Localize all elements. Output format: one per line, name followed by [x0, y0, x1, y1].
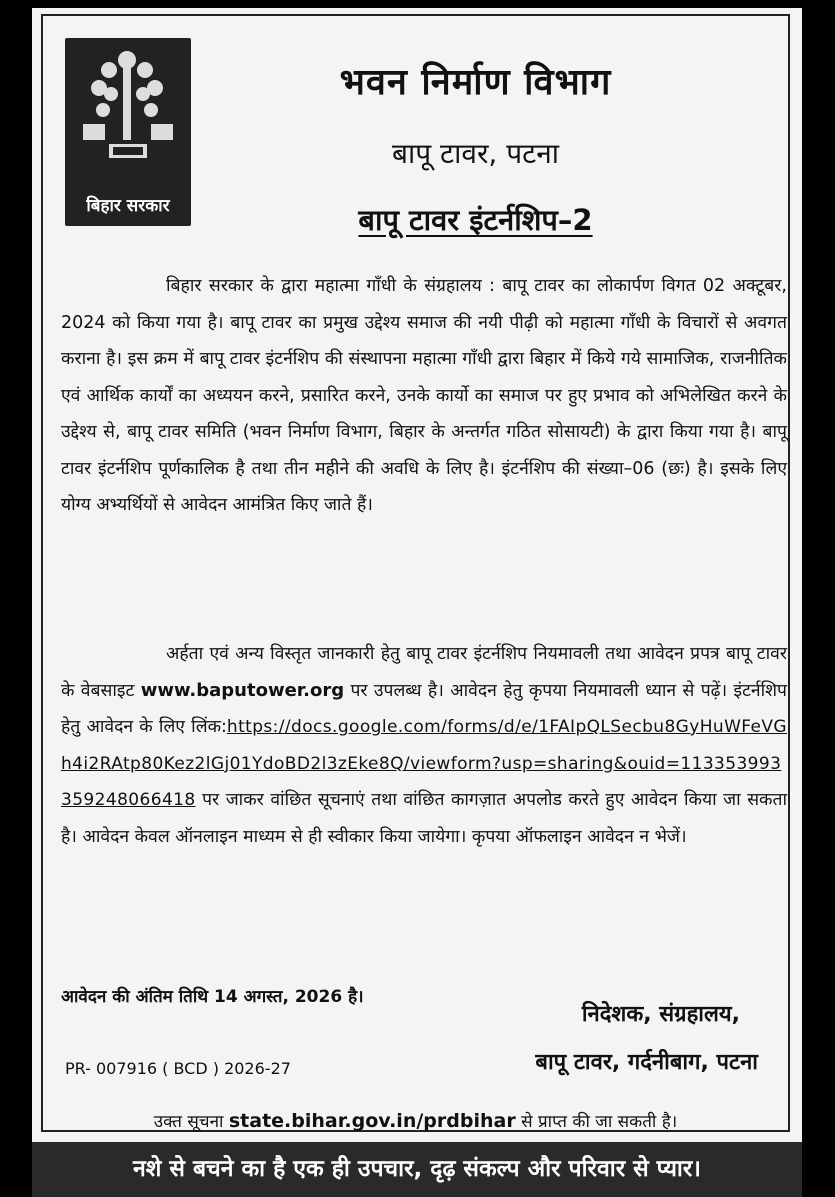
signature-line-2: बापू टावर, गर्दनीबाग, पटना — [535, 1050, 758, 1075]
paragraph-application-part2: पर उपलब्ध है। आवेदन हेतु कृपया नियमावली ध्यान से पढ़ें। इंटर्नशिप हेतु आवेदन के लिए लिंक: — [61, 680, 787, 737]
paragraph-application-part1: अर्हता एवं अन्य विस्तृत जानकारी हेतु बापू टावर इंटर्नशिप नियमावली तथा आवेदन प्रपत्र बापू टावर के वेबसाइट — [61, 644, 787, 701]
paragraph-intro: बिहार सरकार के द्वारा महात्मा गाँधी के संग्रहालय : बापू टावर का लोकार्पण विगत 02 अक्टूबर, 2024 को किया गया है। बापू टावर का प्रमुख उद्देश्य समाज की नयी पीढ़ी को महात्मा गाँधी के विचारों से अवगत कराना है। इस क्रम में बापू टावर इंटर्नशिप की संस्थापना महात्मा गाँधी द्वारा बिहार में किये गये सामाजिक, राजनीतिक एवं आर्थिक कार्यों का अध्ययन करने, प्रसारित करने, उनके कार्यो का समाज पर हुए प्रभाव को अभिलेखित करने के उद्देश्य से, बापू टावर समिति (भवन निर्माण विभाग, बिहार के अन्तर्गत गठित सोसायटी) के द्वारा किया गया है। बापू टावर इंटर्नशिप पूर्णकालिक है तथा तीन महीने की अवधि के लिए है। इंटर्नशिप की संख्या–06 (छः) है। इसके लिए योग्य अभ्यर्थियों से आवेदन आमंत्रित किए जाते हैं। — [61, 276, 787, 515]
notice-page — [32, 8, 802, 1197]
application-form-link[interactable]: https://docs.google.com/forms/d/e/1FAIpQLSecbu8GyHuWFeVGh4i2RAtp80Kez2lGj01YdoBD2l3zEke8Q/viewform?usp=sharing&ouid=113353993359248066418 — [61, 717, 787, 810]
notice-heading — [193, 200, 758, 239]
slogan-banner: नशे से बचने का है एक ही उपचार, दृढ़ संकल्प और परिवार से प्यार। — [32, 1142, 802, 1197]
deadline-text: आवेदन की अंतिम तिथि 14 अगस्त, 2026 है। — [61, 987, 364, 1007]
info-site-link[interactable]: state.bihar.gov.in/prdbihar — [228, 1110, 516, 1132]
info-source — [43, 1109, 788, 1132]
location-subtitle: बापू टावर, पटना — [391, 137, 560, 170]
paragraph-application — [61, 636, 787, 855]
bihar-government-logo — [65, 38, 191, 226]
logo-text: बिहार सरकार — [86, 196, 170, 216]
notice-frame — [41, 14, 790, 1132]
paragraph-application-part3: पर जाकर वांछित सूचनाएं तथा वांछित कागज़ात अपलोड करते हुए आवेदन किया जा सकता है। आवेदन केवल ऑनलाइन माध्यम से ही स्वीकार किया जायेगा। कृपया ऑफलाइन आवेदन न भेजें। — [61, 790, 787, 847]
website-link[interactable]: www.baputower.org — [140, 679, 345, 701]
bodhi-tree-emblem-icon — [65, 38, 191, 188]
pr-number: PR- 007916 ( BCD ) 2026-27 — [65, 1059, 291, 1078]
department-title: भवन निर्माण विभाग — [339, 62, 612, 103]
notice-heading-text: बापू टावर इंटर्नशिप–2 — [358, 203, 593, 237]
info-suffix: से प्राप्त की जा सकती है। — [515, 1112, 678, 1132]
info-prefix: उक्त सूचना — [153, 1112, 229, 1132]
signature-line-1: निदेशक, संग्रहालय, — [581, 1002, 740, 1027]
